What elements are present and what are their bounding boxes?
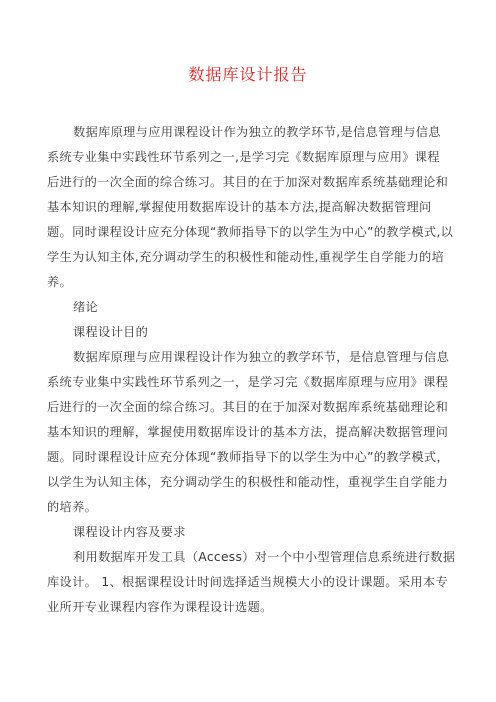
paragraph-line: 学生为认知主体,充分调动学生的积极性和能动性,重视学生自学能力的培 [47,250,445,264]
paragraph-line: 以学生为认知主体，充分调动学生的积极性和能动性，重视学生自学能力 [47,475,449,489]
paragraph-line: 利用数据库开发工具（Access）对一个中小型管理信息系统进行数据 [73,550,456,564]
paragraph-line: 后进行的一次全面的综合练习。其目的在于加深对数据库系统基础理论和 [47,175,449,189]
paragraph-line: 业所开专业课程内容作为课程设计选题。 [47,600,273,614]
paragraph-line: 题。同时课程设计应充分体现“教师指导下的以学生为中心”的教学模式,以 [47,225,454,239]
document-title: 数据库设计报告 [188,65,308,84]
paragraph-line: 养。 [47,275,73,289]
section-heading-content: 课程设计内容及要求 [73,525,186,539]
paragraph-line: 系统专业集中实践性环节系列之一，是学习完《数据库原理与应用》课程 [47,375,449,389]
paragraph-line: 基本知识的理解,掌握使用数据库设计的基本方法,提高解决数据管理问 [47,200,432,214]
paragraph-line: 的培养。 [47,500,98,514]
paragraph-line: 库设计。 1、根据课程设计时间选择适当规模大小的设计课题。采用本专 [47,575,448,589]
paragraph-line: 后进行的一次全面的综合练习。其目的在于加深对数据库系统基础理论和 [47,400,449,414]
section-heading-purpose: 课程设计目的 [73,325,149,339]
section-heading-intro: 绪论 [73,300,99,314]
paragraph-line: 数据库原理与应用课程设计作为独立的教学环节,是信息管理与信息 [73,125,441,139]
paragraph-line: 系统专业集中实践性环节系列之一,是学习完《数据库原理与应用》课程 [47,150,440,164]
paragraph-line: 基本知识的理解，掌握使用数据库设计的基本方法，提高解决数据管理问 [47,425,449,439]
paragraph-line: 数据库原理与应用课程设计作为独立的教学环节，是信息管理与信息 [73,350,450,364]
paragraph-line: 题。同时课程设计应充分体现“教师指导下的以学生为中心”的教学模式， [47,450,449,464]
